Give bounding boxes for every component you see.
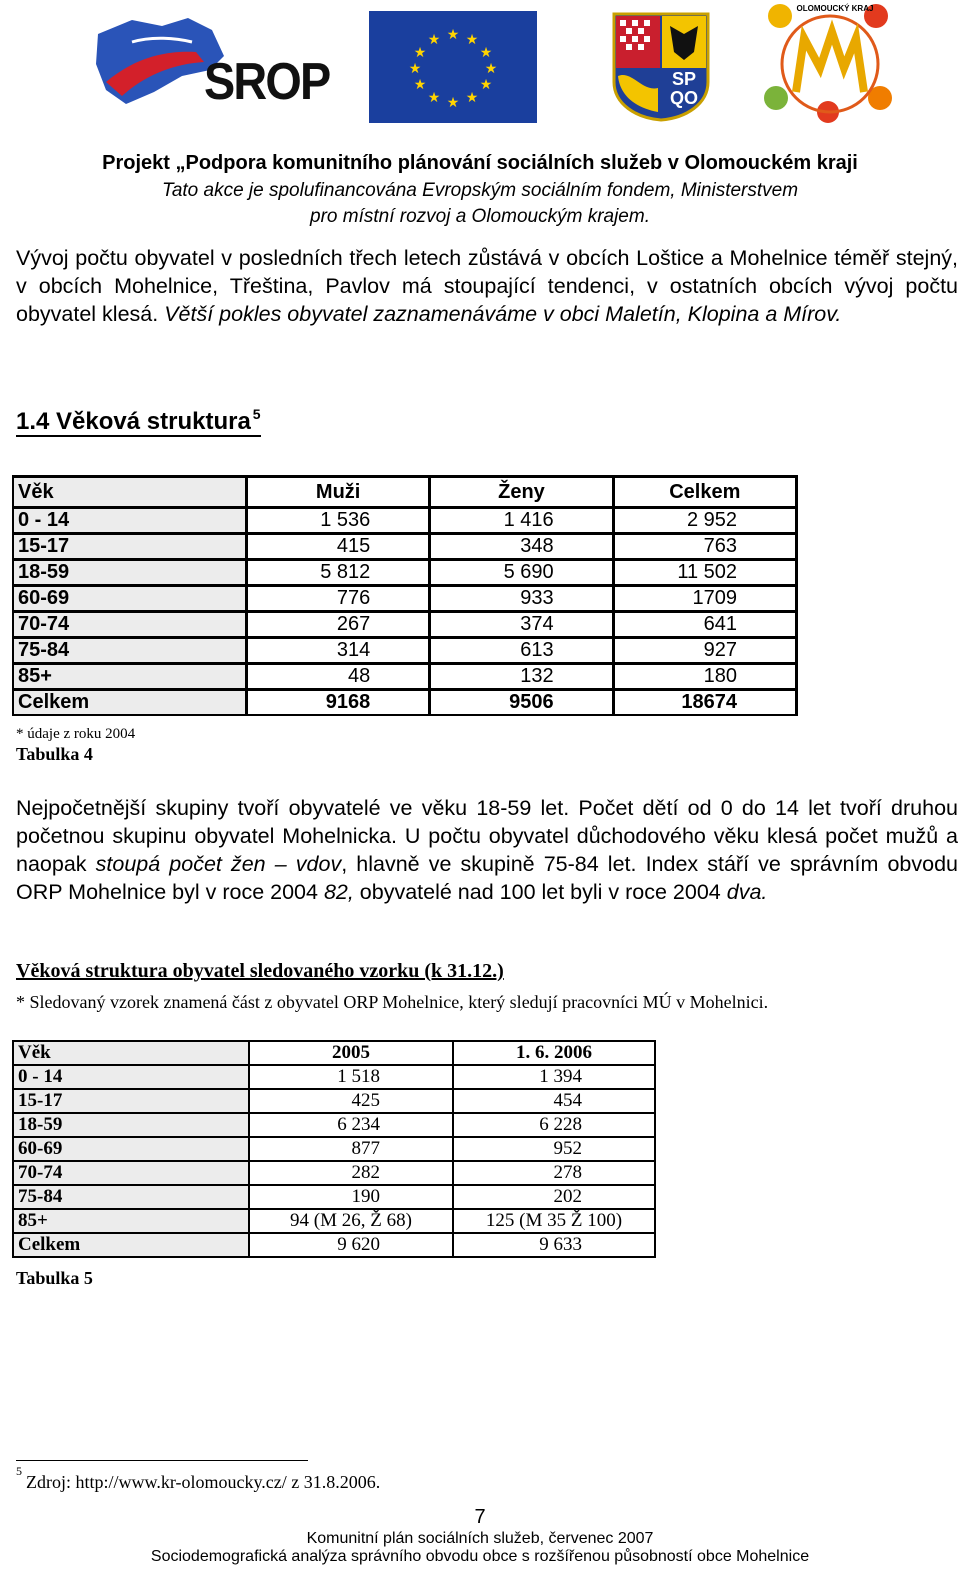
value-cell: 348 (430, 534, 613, 560)
value-cell: 415 (246, 534, 429, 560)
table-row (13, 1209, 655, 1233)
srop-logo (92, 12, 330, 120)
age-cell: Celkem (13, 690, 246, 716)
value-cell: 641 (613, 612, 796, 638)
table-row (13, 612, 797, 638)
value-cell: 5 812 (246, 560, 429, 586)
value-cell: 314 (246, 638, 429, 664)
age-cell: 18-59 (13, 560, 246, 586)
svg-text:★: ★ (446, 95, 460, 111)
svg-text:★: ★ (408, 61, 422, 77)
value-cell: 94 (M 26, Ž 68) (249, 1209, 453, 1233)
intro-italic-text: Větší pokles obyvatel zaznamenáváme v obci Maletín, Klopina a Mírov. (164, 302, 842, 326)
value-cell: 454 (453, 1089, 655, 1113)
age-cell: Věk (13, 477, 246, 508)
svg-text:★: ★ (446, 27, 460, 43)
table-row (13, 1137, 655, 1161)
project-subtitle: Tato akce je spolufinancována Evropským sociálním fondem, Ministerstvem pro místní rozvoj a Olomouckým krajem. (161, 180, 799, 227)
analysis-italic-3: dva. (726, 880, 768, 904)
value-cell: 933 (430, 586, 613, 612)
table-row (13, 1161, 655, 1185)
table-row (13, 1185, 655, 1209)
value-cell: 877 (249, 1137, 453, 1161)
value-cell: 202 (453, 1185, 655, 1209)
olomouc-region-coat-of-arms (612, 12, 710, 122)
age-cell: 18-59 (13, 1113, 249, 1137)
value-cell: 48 (246, 664, 429, 690)
region-logo-text: SP QO (669, 69, 698, 108)
value-cell: 2 952 (613, 508, 796, 534)
value-cell: 11 502 (613, 560, 796, 586)
value-cell: 1 518 (249, 1065, 453, 1089)
sample-note: * Sledovaný vzorek znamená část z obyvatel ORP Mohelnice, který sledují pracovníci MÚ v Mohelnici. (16, 992, 769, 1012)
value-cell: 374 (430, 612, 613, 638)
sample-title: Věková struktura obyvatel sledovaného vzorku (k 31.12.) (16, 960, 504, 982)
svg-text:★: ★ (484, 61, 498, 77)
age-cell: Celkem (13, 1233, 249, 1257)
svg-text:★: ★ (465, 90, 479, 106)
age-cell: 60-69 (13, 1137, 249, 1161)
value-cell: 180 (613, 664, 796, 690)
value-cell: 125 (M 35 Ž 100) (453, 1209, 655, 1233)
analysis-italic-2: 82, (323, 880, 354, 904)
table-row (13, 1065, 655, 1089)
sample-age-table (12, 1040, 656, 1258)
value-cell: 282 (249, 1161, 453, 1185)
table-row (13, 664, 797, 690)
svg-text:★: ★ (479, 45, 493, 61)
value-cell: 190 (249, 1185, 453, 1209)
value-cell: Muži (246, 477, 429, 508)
age-cell: 60-69 (13, 586, 246, 612)
table-row (13, 1113, 655, 1137)
age-cell: 0 - 14 (13, 508, 246, 534)
table-total-row (13, 690, 797, 716)
value-cell: 952 (453, 1137, 655, 1161)
table-row (13, 586, 797, 612)
age-cell: 15-17 (13, 534, 246, 560)
value-cell: 1. 6. 2006 (453, 1041, 655, 1065)
value-cell: 5 690 (430, 560, 613, 586)
value-cell: 6 228 (453, 1113, 655, 1137)
section-heading-text: 1.4 Věková struktura (16, 408, 251, 435)
komunitni-planovani-logo (760, 2, 910, 124)
value-cell: 425 (249, 1089, 453, 1113)
intro-paragraph (16, 244, 958, 328)
value-cell: 1 536 (246, 508, 429, 534)
section-footnote-ref: 5 (252, 406, 261, 422)
footnote-divider (16, 1460, 308, 1461)
value-cell: Ženy (430, 477, 613, 508)
analysis-text-3: obyvatelé nad 100 let byli v roce 2004 (353, 880, 727, 904)
value-cell: 1709 (613, 586, 796, 612)
table-row (13, 1233, 655, 1257)
svg-text:★: ★ (465, 32, 479, 48)
age-cell: 70-74 (13, 612, 246, 638)
value-cell: 613 (430, 638, 613, 664)
table-row (13, 508, 797, 534)
analysis-italic-1: stoupá počet žen – vdov (95, 852, 342, 876)
footer-line-2: Sociodemografická analýza správního obvodu obce s rozšířenou působností obce Mohelnice (150, 1548, 810, 1565)
value-cell: 776 (246, 586, 429, 612)
value-cell: 1 394 (453, 1065, 655, 1089)
value-cell: 267 (246, 612, 429, 638)
value-cell: 9 620 (249, 1233, 453, 1257)
analysis-text-1: Nejpočetnější skupiny tvoří obyvatelé ve věku 18-59 let. Počet dětí od 0 do 14 let tvoří druhou početnou skupinu obyvatel Mohelnicka. U počtu obyvatel důchodového věku klesá počet mužů a naopak (16, 796, 958, 876)
value-cell: Celkem (613, 477, 796, 508)
svg-text:★: ★ (413, 77, 427, 93)
intro-text: Vývoj počtu obyvatel v posledních třech letech zůstává v obcích Loštice a Mohelnice téměř stejný, v obcích Mohelnice, Třeština, Pavlov má stoupající tendenci, v ostatních obcích vývoj počtu obyvatel klesá. (16, 246, 958, 326)
age-cell: 0 - 14 (13, 1065, 249, 1089)
footnote (16, 1464, 381, 1493)
analysis-paragraph (16, 794, 958, 906)
footnote-text: Zdroj: http://www.kr-olomoucky.cz/ z 31.8.2006. (26, 1472, 381, 1492)
value-cell: 6 234 (249, 1113, 453, 1137)
value-cell: 2005 (249, 1041, 453, 1065)
table-row (13, 534, 797, 560)
svg-text:★: ★ (427, 32, 441, 48)
table-header-row (13, 1041, 655, 1065)
table-row (13, 1089, 655, 1113)
olomoucky-kraj-label: OLOMOUCKÝ KRAJ (796, 4, 874, 13)
svg-text:★: ★ (427, 90, 441, 106)
age-cell: 85+ (13, 664, 246, 690)
analysis-text-2: , hlavně ve skupině 75-84 let. Index stáří ve správním obvodu ORP Mohelnice byl v roce 2004 (16, 852, 959, 904)
table2-caption: Tabulka 5 (16, 1268, 93, 1288)
value-cell: 18674 (613, 690, 796, 716)
value-cell: 763 (613, 534, 796, 560)
table-row (13, 638, 797, 664)
age-cell: 75-84 (13, 1185, 249, 1209)
svg-text:★: ★ (479, 77, 493, 93)
footer-line-1: Komunitní plán sociálních služeb, červenec 2007 (306, 1530, 654, 1547)
svg-text:★: ★ (413, 45, 427, 61)
page-number: 7 (474, 1506, 486, 1528)
age-cell: 70-74 (13, 1161, 249, 1185)
value-cell: 9168 (246, 690, 429, 716)
value-cell: 9506 (430, 690, 613, 716)
value-cell: 1 416 (430, 508, 613, 534)
age-cell: Věk (13, 1041, 249, 1065)
value-cell: 927 (613, 638, 796, 664)
table-header-row (13, 477, 797, 508)
age-cell: 15-17 (13, 1089, 249, 1113)
value-cell: 9 633 (453, 1233, 655, 1257)
value-cell: 132 (430, 664, 613, 690)
footnote-mark: 5 (16, 1464, 22, 1478)
table-row (13, 560, 797, 586)
age-cell: 85+ (13, 1209, 249, 1233)
table1-note: * údaje z roku 2004 (16, 726, 136, 742)
eu-flag-logo (369, 11, 537, 123)
section-heading (16, 408, 261, 436)
age-cell: 75-84 (13, 638, 246, 664)
table1-caption: Tabulka 4 (16, 744, 93, 764)
srop-wordmark: SROP (204, 53, 330, 111)
age-structure-table (12, 475, 798, 716)
value-cell: 278 (453, 1161, 655, 1185)
project-title: Projekt „Podpora komunitního plánování sociálních služeb v Olomouckém kraji (102, 152, 858, 174)
